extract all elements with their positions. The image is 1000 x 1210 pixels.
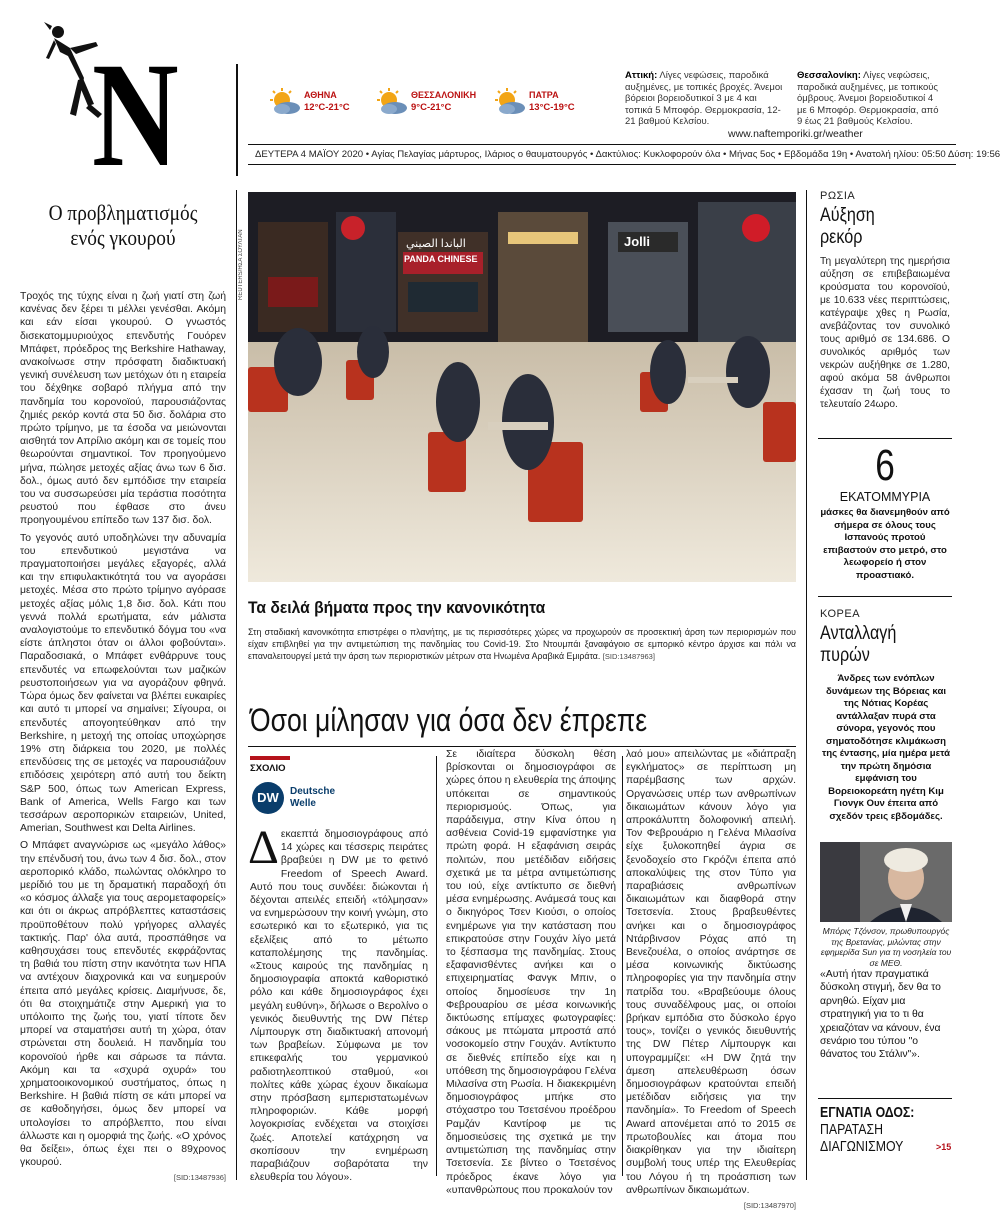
- caption-text: [248, 626, 796, 663]
- article-sid: [SID:13487970]: [743, 1200, 796, 1210]
- article-text: εκαεπτά δημοσιογράφους από 14 χώρες και τέσσερις πειράτες βραβεύει η DW με το φετινό Freedom of Speech Award. Αυτό που τους συνδέει: διώκονται ή δέχονται απειλές επειδή «τόλμησαν» να ενημερώσουν την κοινή γνώμη, στο εσωτερικό και το εξωτερικό, για τις εξελίξεις από το μέτωπο καταπολέμησης της πανδημίας. «Στους καιρούς της πανδημίας η δημοσιογραφία αποκτά καθοριστικό ρόλο και κάθε δημοσιογράφος έχει μεγάλη ευθύνη», δήλωσε ο Βερολίνο ο γενικός διευθυντής της DW Πέτερ Λίμπουργκ στη διαδικτυακή απονομή των βραβείων. Σύμφωνα με τον επικεφαλής του γερμανικού ραδιοτηλεοπτικού σταθμού, «οι πολίτες κάθε χώρας έχουν δικαίωμα στην πρόσβαση εμπεριστατωμένων πληροφοριών. Κάθε μορφή λογοκρισίας ενδέχεται να στοιχίσει ζωές. Αποτελεί κατάχρηση να σκοπίσουν την ενημέρωση παραβιάζουν σοβαρότατα την ελευθερία του λόγου».: [250, 829, 428, 1184]
- teaser-line: ΠΑΡΑΤΑΣΗ: [820, 1121, 883, 1138]
- sidebar-rule: [818, 596, 952, 597]
- weather-city: ΠΑΤΡΑ: [529, 90, 559, 100]
- column-divider: [236, 190, 237, 1180]
- dw-name: [290, 786, 335, 810]
- stat-number: 6: [875, 441, 895, 490]
- johnson-caption: Μπόρις Τζόνσον, πρωθυπουργός της Βρετανίας, μιλώντας στην εφημερίδα Sun για τη νοσηλεία του σε ΜΕΘ.: [820, 926, 952, 968]
- weather-thessaloniki: [375, 88, 485, 122]
- sidebar-masks: [818, 441, 952, 582]
- forecast-text: Λίγες νεφώσεις, παροδικά αυξημένες, με τοπικές βροχές. Άνεμοι βόρειοι βορειοδυτικοί 3 με 4 και τοπικά 5 Μποφόρ. Θερμοκρασία, 12-21 βαθμού Κελσίου.: [625, 70, 783, 127]
- weather-city: ΘΕΣΣΑΛΟΝΙΚΗ: [411, 90, 477, 100]
- sidebar-rule: [818, 1098, 952, 1099]
- headline-rule: [248, 746, 796, 747]
- caption-sid: [SID:13487963]: [602, 652, 655, 661]
- photo-credit: REUTERS/ΗΣΑ ΣΟΥΛΤΑΝ: [238, 229, 244, 300]
- sidebar-headline: Αύξηση: [820, 205, 875, 226]
- dateline: ΔΕΥΤΕΡΑ 4 ΜΑΪΟΥ 2020 • Αγίας Πελαγίας μάρτυρος, Ιλάριος ο θαυματουργός • Δακτύλιος: Κυκλοφορούν όλα • Μήνας 5ος • Εβδομάδα 19η • Ανατολή ηλίου: 05:50 Δύση: 19:56: [255, 149, 1000, 160]
- sidebar-headline: Ανταλλαγή: [820, 623, 897, 644]
- forecast-text: Λίγες νεφώσεις, παροδικά αυξημένες, με τοπικούς όμβρους. Άνεμοι βορειοδυτικοί 4 με 6 Μποφόρ. Θερμοκρασία, από 9 έως 21 βαθμούς Κελσίου.: [797, 70, 939, 127]
- egnatia-teaser[interactable]: [820, 1104, 956, 1156]
- johnson-quote: «Αυτή ήταν πραγματικά δύσκολη στιγμή, δεν θα το αρνηθώ. Είχαν μια στρατηγική για το τι θα χρειαζόταν να κάνουν, ένα σενάριο του τύπου "ο θάνατος του Στάλιν"».: [820, 969, 941, 1061]
- news-photo: [248, 192, 796, 582]
- page-reference[interactable]: >15: [936, 1142, 952, 1152]
- sign-jolli: Jolli: [624, 234, 651, 249]
- stat-unit: ΕΚΑΤΟΜΜΥΡΙΑ: [839, 490, 931, 504]
- title-line: Ο προβληματισμός: [48, 200, 198, 225]
- weather-patra: [493, 88, 593, 122]
- left-sid: [SID:13487936]: [173, 1173, 226, 1183]
- caption-body: Στη σταδιακή κανονικότητα επιστρέφει ο πλανήτης, με τις περισσότερες χώρες να προχωρούν σε προσεκτική άρση των περιορισμών που είχαν επιβληθεί για την αντιμετώπιση της πανδημίας του Covid-19. Στο Ντουμπάι ξαναφάγοιο σε εμπορικό κέντρο άρχισε και πάλι να επαναλειτουργεί μετά την άρση των περιοριστικών μέτρων στα Ηνωμένα Αραβικά Εμιράτα.: [248, 627, 796, 661]
- dateline-rule-bottom: [248, 164, 956, 165]
- forecast-label: Θεσσαλονίκη:: [797, 70, 861, 81]
- left-article-title: [32, 200, 213, 250]
- section-color-bar: [250, 756, 290, 760]
- sun-cloud-icon: [493, 88, 527, 116]
- sidebar-headline: πυρών: [820, 645, 870, 666]
- sun-cloud-icon: [375, 88, 409, 116]
- sun-cloud-icon: [268, 88, 302, 116]
- country-label: ΡΩΣΙΑ: [820, 190, 856, 202]
- article-column-1: [248, 821, 428, 1188]
- article-text: λαό μου» απειλώντας με «διάπραξη εγκλήματος» σε περίπτωση μη παρέμβασης των αρχών. Οργανώσεις υπέρ των ανθρωπίνων δικαιωμάτων κάνουν λόγο για απροκάλυπτη δολοφονική απειλή. Τον Φεβρουάριο η Γελένα Μιλασίνα είχε ξυλοκοπηθεί άγρια σε ξενοδοχείο στο Γκρόζνι έπειτα από αποκαλύψεις της στον Τύπο για παραβιάσεις ανθρωπίνων δικαιωμάτων και διαφθορά στην Τσετσενία. Στους βραβευθέντες ανήκει και ο δημοσιογράφος Ντάρβινσον Ρόχας από τη Βενεζουέλα, ο οποίος ανάρτησε σε μέσα κοινωνικής δικτύωσης πληροφορίες για την πανδημία στην πατρίδα του. «Βραβεύουμε όλους τους συναδέλφους μας, οι οποίοι βρήκαν εμπόδια στο δύσκολο έργο τους», τονίζει ο γενικός διευθυντής της DW Πέτερ Λίμπουργκ και υπογραμμίζει: «Η DW ζητά την άμεση απελευθέρωση όσων δημοσιογράφων κρατούνται επειδή μετέδιδαν ειδήσεις για την πανδημία». Το Freedom of Speech Award απονέμεται από το 2015 σε πρωτοβουλίες και άτομα που διακρίθηκαν για την ιδιαίτερη συμβολή τους υπέρ της Ελευθερίας του Λόγου ή τη προάσπιση των ανθρωπίνων δικαιωμάτων.: [626, 749, 796, 1196]
- masthead-divider: [236, 64, 238, 176]
- caption-title: Τα δειλά βήματα προς την κανονικότητα: [248, 598, 546, 617]
- left-paragraph: Ο Μπάφετ αναγνώρισε ως «μεγάλο λάθος» την επένδυσή του, άνω των 4 δισ. δολ., στον αεροπορικό κλάδο, πωλώντας ολόκληρο το μερίδιό του με τη δραματική παραδοχή ότι «ο κόσμος άλλαξε για τους αερομεταφορείς» και ότι οι άκρως απρόβλεπτες καταστάσεις προϋποθέτουν πολύ γρήγορες αλλαγές τακτικής. Παρ' όλα αυτά, προσπάθησε να καθησυχάσει τους επενδυτές εκφράζοντας τη βαθιά του πίστη στην ικανότητα των ΗΠΑ να αντέχουν διαχρονικά και να ευημερούν έπειτα από μεγάλες κρίσεις. Διαμήνυσε, δε, ότι θα στοιχημάτιζε στην Αμερική για το υπόλοιπο της ζωής του, γιατί τίποτε δεν μπορεί να σταματήσει αυτή τη χώρα, όταν στρώνεται στη δουλειά. Η πανδημία του κορονοϊού ήρθε και σάρωσε τα πάντα. Ακόμη και τα «σχυρά οχυρά» του χρηματοοικονομικού συστήματος, όπως η Berkshire. Η βαθιά πίστη σε κάτι μπορεί να σε καθοδηγήσει, όμως δεν μπορεί να υπολογίσει το απρόβλεπτο, που είναι άλλωστε και η ομορφιά της ζωής. «Ο χρόνος θα δείξει», όπως έχει πει ο 89χρονος γκουρού.: [20, 840, 226, 1169]
- sidebar-text: Άνδρες των ενόπλων δυνάμεων της Βόρειας και της Νότιας Κορέας αντάλλαξαν πυρά στα σύνορα, γεγονός που σηματοδότησε κλιμάκωση της έντασης, μία ημέρα μετά την πρώτη δημόσια εμφάνιση του Βορειοκορεάτη ηγέτη Κιμ Γιονγκ Ουν έπειτα από σχεδόν τρεις εβδομάδες.: [821, 673, 951, 822]
- weather-city: ΑΘΗΝΑ: [304, 90, 337, 100]
- article-column-3: [626, 748, 796, 1210]
- teaser-last-row: [820, 1138, 956, 1156]
- johnson-photo: [820, 842, 952, 922]
- sidebar-rule: [818, 438, 952, 439]
- sign-panda: PANDA CHINESE: [404, 254, 478, 264]
- sidebar-text: Τη μεγαλύτερη της ημερήσια αύξηση σε επιβεβαιωμένα κρούσματα του κορονοϊού, με 10.633 νέες περιπτώσεις, κατέγραψε χθες η Ρωσία, ανεβάζοντας τον συνολικό τους αριθμό σε 134.686. Ο συνολικός αριθμός των νεκρών αυξήθηκε σε 1.280, αφού ακόμα 58 άνθρωποι έχασαν τη ζωή τους το τελευταίο 24ωρο.: [820, 256, 950, 410]
- left-paragraph: Τροχός της τύχης είναι η ζωή γιατί στη ζωή κανένας δεν ξέρει τι μέλλει γενέσθαι. Ακόμη και εάν είσαι γκουρού. Ο γνωστός δισεκατομμυριούχος επενδυτής Γουόρεν Μπάφετ, πρόεδρος της Berkshire Hathaway, ανακοίνωσε στην πρόσφατη διαδικτυακή γενική συνέλευση των μετόχων ότι η εταιρεία του δέχθηκε σοβαρό πλήγμα από την πανδημία του κορονοϊού, παρουσιάζοντας ζημιές ρεκόρ κοντά στα 50 δισ. δολάρια στο πρώτο τρίμηνο, με τα έσοδα να μειώνονται αισθητά τον Απρίλιο ακόμη και σε τομείς που θεωρούνται σημαντικοί. Τον προηγούμενο μήνα, πώλησε μετοχές αξίας άνω των 6 δισ. δολ., όμως αυτό δεν εμπόδισε την εταιρεία του να συσσωρεύσει μία τεράστια ποσότητα ρευστού που έφθασε στο άνευ προηγουμένου επίπεδο των 137 δισ. δολ.: [20, 291, 226, 527]
- main-headline: Όσοι μίλησαν για όσα δεν έπρεπε: [250, 702, 648, 738]
- forecast-thessaloniki: [797, 70, 945, 128]
- sidebar-korea: [820, 608, 952, 823]
- sidebar-russia: [820, 190, 950, 411]
- article-column-2: [446, 748, 616, 1201]
- section-label: ΣΧΟΛΙΟ: [250, 763, 286, 774]
- photo-caption: [248, 598, 796, 663]
- country-label: ΚΟΡΕΑ: [820, 608, 861, 620]
- food-court-image: [248, 192, 796, 582]
- teaser-line: ΕΓΝΑΤΙΑ ΟΔΟΣ:: [820, 1104, 915, 1121]
- weather-athens: [268, 88, 368, 122]
- left-article: [20, 200, 226, 1182]
- title-line: ενός γκουρού: [70, 225, 176, 250]
- article-text: Σε ιδιαίτερα δύσκολη θέση βρίσκονται οι δημοσιογράφοι σε χώρες όπου η ελευθερία της άποψης υπόκειται σε σημαντικούς περιορισμούς. Όπως, για παράδειγμα, στην Κίνα όπου η ασθένεια Covid-19 εμφανίστηκε για πρώτη φορά. Η εξαφάνιση σειράς πολιτών, που μετέδιδαν ειδήσεις σχετικά με τα μέτρα αντιμετώπισης του ιού, είχε αντίκτυπο σε διεθνή μέσα ενημέρωσης. Ανάμεσά τους και ο δικηγόρος Τσεν Κιούσι, ο οποίος ενημέρωνε για την κατάσταση που επικρατούσε στην Γουχάν λίγο μετά το ξέσπασμα της πανδημίας. Στους εξαφανισθέντες ανήκει και ο επιχειρηματίας Φανγκ Μπιν, ο οποίος δημοσίευσε την 1η Φεβρουαρίου σε μέσα κοινωνικής δικτύωσης επίμαχες φωτογραφίες: σάκους με πτώματα μπροστά από νοσοκομείο στην Γουχάν. Αντίκτυπο σε διεθνές επίπεδο είχε και η υπόθεση της δημοσιογράφου Γελένα Μιλασίνα στη Ρωσία. Η διακεκριμένη δημοσιογράφος μπήκε στο στόχαστρο του Τσετσένου προέδρου Ραμζάν Καντίροφ με τις δημοσιεύσεις της σχετικά με την αντιμετώπιση της πανδημίας στην Τσετσενία. Σε βίντεο ο Τσετσένος πρόεδρος έκανε λόγο για «υπανθρώπους που προκαλούν τον: [446, 749, 616, 1196]
- dw-name-line: Deutsche: [290, 786, 336, 797]
- left-paragraph: Το γεγονός αυτό υποδηλώνει την αδυναμία του επενδυτικού μεγιστάνα να πραγματοποιήσει μεγάλες εξαγορές, αλλά και την επιφυλακτικότητά του να αγοράσει μετοχές. Μέσα στο πρώτο τρίμηνο αγόρασε μετοχές αξίας μόλις 1,8 δισ. δολ. Κάτι που γεννά πολλά ερωτήματα, εάν μάλιστα αναλογιστούμε το επενδυτικό δόγμα του «να είστε άπληστοι όταν οι άλλοι φοβούνται». Παραδοσιακά, ο Μπάφετ ενθάρρυνε τους επενδυτές να επωφελούνται των μαζικών ρευστοποιήσεων για να αγοράζουν φθηνά. Τώρα όμως δεν φαίνεται να βλέπει ευκαιρίες και αυτό τι μπορεί να σημαίνει; Σίγουρα, οι επενδυτές απογοητεύθηκαν από την Berkshire, η μετοχή της οποίας υποχώρησε 19% στη διάρκεια του 2020, με πολλές επενδύσεις της σε μετοχές να παρουσιάζουν επιδόσεις χειρότερη από αυτή του δείκτη S&P 500, όπως των American Express, Bank of America, Wells Fargo και των τεσσάρων αεροπορικών εταιρειών, United, Amerian, Southwest και Delta Airlines.: [20, 532, 226, 835]
- portrait-image: [820, 842, 952, 922]
- sign-panda-arabic: الباندا الصيني: [406, 238, 466, 250]
- dateline-rule-top: [248, 144, 956, 145]
- weather-temp: 9°C-21°C: [411, 102, 452, 113]
- weather-temp: 12°C-21°C: [304, 102, 350, 113]
- column-divider: [436, 756, 437, 1176]
- sidebar-headline: ρεκόρ: [820, 227, 863, 248]
- weather-temp: 13°C-19°C: [529, 102, 575, 113]
- forecast-label: Αττική:: [625, 70, 658, 81]
- newspaper-logo: N: [92, 32, 179, 198]
- weather-website-link[interactable]: www.naftemporiki.gr/weather: [728, 128, 863, 140]
- dw-logo-icon: DW: [252, 782, 284, 814]
- dw-logo: [252, 782, 392, 814]
- drop-cap: Δ: [248, 821, 279, 874]
- sidebar-divider: [806, 190, 807, 1180]
- stat-text: μάσκες θα διανεμηθούν από σήμερα σε όλους τους Ισπανούς προτού επιβαστούν στο μετρό, στο λεωφορείο ή στον προαστιακό.: [820, 507, 950, 581]
- teaser-line: ΔΙΑΓΩΝΙΣΜΟΥ: [820, 1138, 904, 1155]
- column-divider: [622, 756, 623, 1176]
- forecast-attica: [625, 70, 785, 128]
- dw-name-line: Welle: [290, 798, 316, 809]
- comment-section-label: [250, 756, 320, 774]
